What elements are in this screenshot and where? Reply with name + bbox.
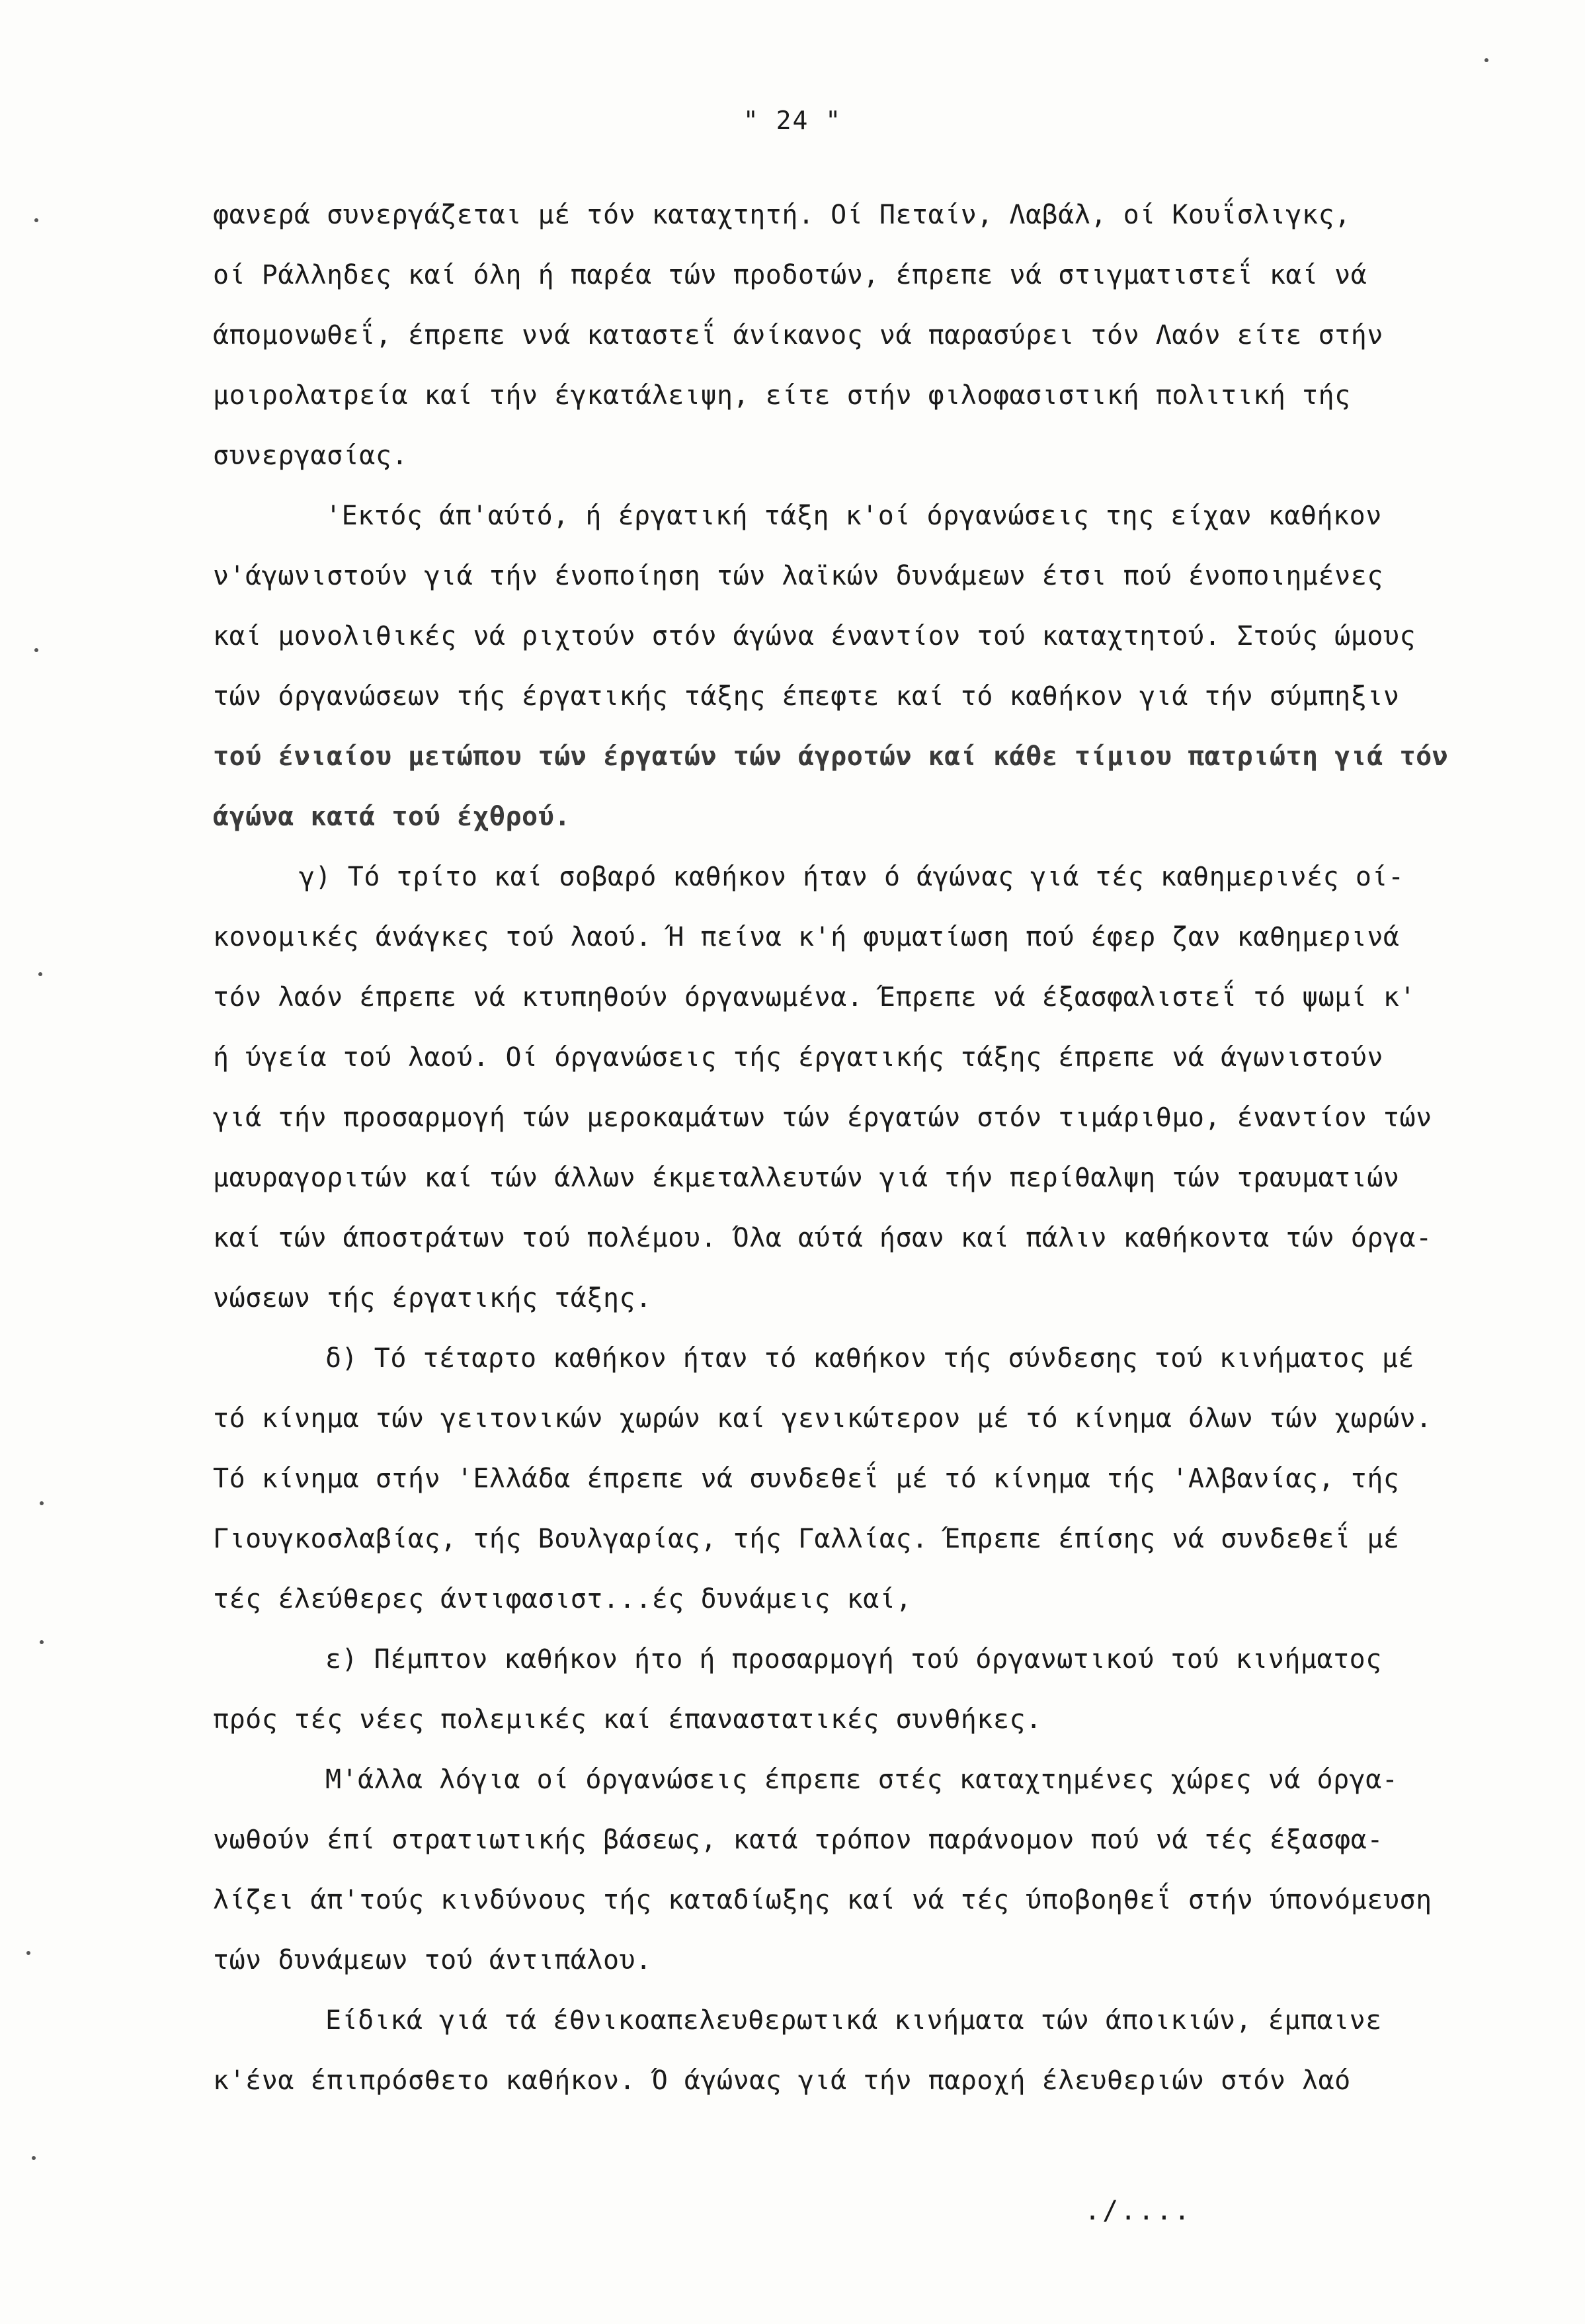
text-line: συνεργασίας. xyxy=(213,440,408,471)
text-line: δ) Τό τέταρτο καθήκον ήταν τό καθήκον τής σύνδεσης τού κινήματος μέ xyxy=(325,1343,1414,1374)
text-line: καί τών άποστράτων τού πολέμου. Όλα αύτά ήσαν καί πάλιν καθήκοντα τών όργα- xyxy=(213,1223,1432,1253)
continuation-mark: ./.... xyxy=(1084,2196,1192,2226)
scan-speck xyxy=(32,2156,36,2160)
text-line: τών όργανώσεων τής έργατικής τάξης έπεφτε καί τό καθήκον γιά τήν σύμπηξιν xyxy=(213,681,1400,712)
text-line: μοιρολατρεία καί τήν έγκατάλειψη, είτε στήν φιλοφασιστική πολιτική τής xyxy=(213,380,1351,411)
page-number: " 24 " xyxy=(743,106,842,135)
text-line: γιά τήν προσαρμογή τών μεροκαμάτων τών έργατών στόν τιμάριθμο, έναντίον τών xyxy=(213,1102,1432,1133)
text-line: πρός τές νέες πολεμικές καί έπαναστατικές συνθήκες. xyxy=(213,1704,1042,1735)
text-line: μαυραγοριτών καί τών άλλων έκμεταλλευτών γιά τήν περίθαλψη τών τραυματιών xyxy=(213,1163,1400,1193)
scan-speck xyxy=(38,972,42,976)
text-line: γ) Τό τρίτο καί σοβαρό καθήκον ήταν ό άγώνας γιά τές καθημερινές οί- xyxy=(299,862,1404,892)
text-line: ή ύγεία τού λαού. Οί όργανώσεις τής έργατικής τάξης έπρεπε νά άγωνιστούν xyxy=(213,1042,1383,1073)
text-line: ε) Πέμπτον καθήκον ήτο ή προσαρμογή τού όργανωτικού τού κινήματος xyxy=(325,1644,1382,1675)
text-line: τού ένιαίου μετώπου τών έργατών τών άγροτών καί κάθε τίμιου πατριώτη γιά τόν xyxy=(213,741,1449,772)
text-line: κ'ένα έπιπρόσθετο καθήκον. Ό άγώνας γιά τήν παροχή έλευθεριών στόν λαό xyxy=(213,2065,1351,2096)
text-line: τών δυνάμεων τού άντιπάλου. xyxy=(213,1945,652,1975)
text-line: οί Ράλληδες καί όλη ή παρέα τών προδοτών, έπρεπε νά στιγματιστεΐ καί νά xyxy=(213,260,1367,290)
text-line: Τό κίνημα στήν 'Ελλάδα έπρεπε νά συνδεθεΐ μέ τό κίνημα τής 'Αλβανίας, τής xyxy=(213,1464,1400,1494)
text-line: φανερά συνεργάζεται μέ τόν καταχτητή. Οί Πεταίν, Λαβάλ, οί Κουΐσλιγκς, xyxy=(213,200,1351,230)
scan-speck xyxy=(1484,58,1488,62)
text-line: τό κίνημα τών γειτονικών χωρών καί γενικώτερον μέ τό κίνημα όλων τών χωρών. xyxy=(213,1403,1432,1434)
text-line: λίζει άπ'τούς κινδύνους τής καταδίωξης καί νά τές ύποβοηθεΐ στήν ύπονόμευση xyxy=(213,1885,1432,1915)
text-line: τές έλεύθερες άντιφασιστ...ές δυνάμεις καί, xyxy=(213,1584,913,1614)
scan-speck xyxy=(40,1501,44,1505)
text-line: Μ'άλλα λόγια οί όργανώσεις έπρεπε στές καταχτημένες χώρες νά όργα- xyxy=(325,1764,1399,1795)
text-line: νωθούν έπί στρατιωτικής βάσεως, κατά τρόπον παράνομον πού νά τές έξασφα- xyxy=(213,1825,1383,1855)
text-line: καί μονολιθικές νά ριχτούν στόν άγώνα έναντίον τού καταχτητού. Στούς ώμους xyxy=(213,621,1416,651)
scan-speck xyxy=(40,1640,44,1644)
text-line: άγώνα κατά τού έχθρού. xyxy=(213,802,571,832)
text-line: κονομικές άνάγκες τού λαού. Ή πείνα κ'ή φυματίωση πού έφερ ζαν καθημερινά xyxy=(213,922,1400,952)
text-line: Είδικά γιά τά έθνικοαπελευθερωτικά κινήματα τών άποικιών, έμπαινε xyxy=(325,2005,1382,2036)
text-line: τόν λαόν έπρεπε νά κτυπηθούν όργανωμένα. Έπρεπε νά έξασφαλιστεΐ τό ψωμί κ' xyxy=(213,982,1416,1013)
text-line: νώσεων τής έργατικής τάξης. xyxy=(213,1283,652,1313)
text-line: 'Εκτός άπ'αύτό, ή έργατική τάξη κ'οί όργανώσεις της είχαν καθήκον xyxy=(325,501,1382,531)
scan-speck xyxy=(34,648,38,652)
scan-speck xyxy=(26,1951,30,1955)
text-line: ν'άγωνιστούν γιά τήν ένοποίηση τών λαϊκών δυνάμεων έτσι πού ένοποιημένες xyxy=(213,561,1383,591)
text-line: Γιουγκοσλαβίας, τής Βουλγαρίας, τής Γαλλίας. Έπρεπε έπίσης νά συνδεθεΐ μέ xyxy=(213,1524,1400,1554)
body-text xyxy=(213,185,1509,2111)
scan-speck xyxy=(34,218,38,222)
text-line: άπομονωθεΐ, έπρεπε ννά καταστεΐ άνίκανος νά παρασύρει τόν Λαόν είτε στήν xyxy=(213,320,1383,351)
